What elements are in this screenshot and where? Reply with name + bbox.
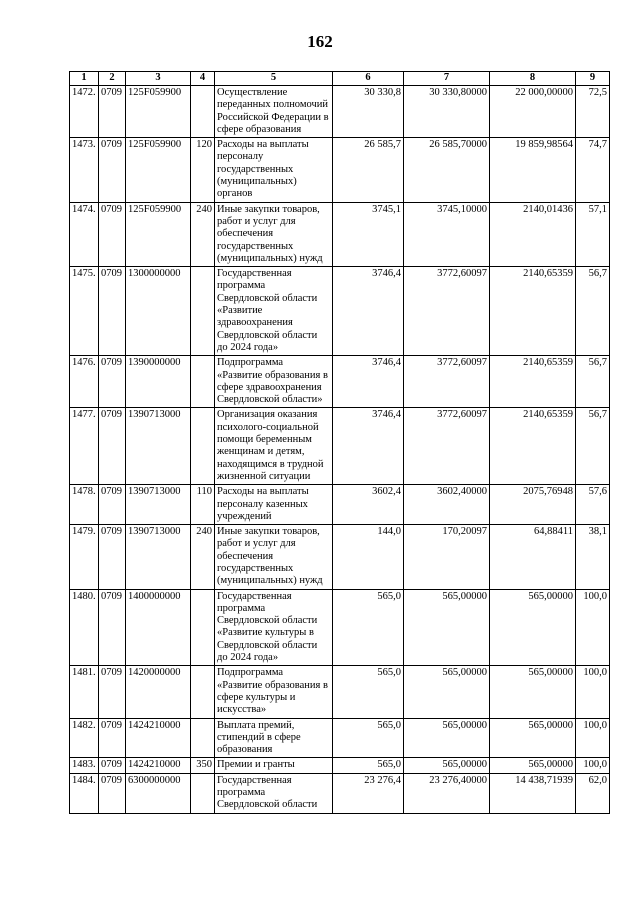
target-article-code: 1300000000 — [126, 267, 191, 356]
executed-amount: 2140,65359 — [490, 267, 576, 356]
approved-amount: 3745,1 — [333, 202, 404, 266]
row-number: 1479. — [70, 525, 99, 589]
target-article-code: 1424210000 — [126, 758, 191, 773]
item-name: Премии и гранты — [215, 758, 333, 773]
target-article-code: 1390000000 — [126, 356, 191, 408]
execution-percent: 100,0 — [576, 718, 610, 758]
planned-amount: 565,00000 — [404, 758, 490, 773]
executed-amount: 565,00000 — [490, 666, 576, 718]
expense-type-code — [191, 267, 215, 356]
execution-percent: 56,7 — [576, 356, 610, 408]
table-row — [70, 666, 610, 718]
section-code: 0709 — [99, 138, 126, 202]
row-number: 1484. — [70, 773, 99, 813]
section-code: 0709 — [99, 525, 126, 589]
executed-amount: 14 438,71939 — [490, 773, 576, 813]
section-code: 0709 — [99, 773, 126, 813]
target-article-code: 1390713000 — [126, 408, 191, 485]
expense-type-code: 240 — [191, 202, 215, 266]
table-row — [70, 408, 610, 485]
row-number: 1483. — [70, 758, 99, 773]
approved-amount: 26 585,7 — [333, 138, 404, 202]
execution-percent: 62,0 — [576, 773, 610, 813]
row-number: 1475. — [70, 267, 99, 356]
item-name: Осуществление переданных полномочий Российской Федерации в сфере образования — [215, 86, 333, 138]
column-header-9: 9 — [576, 72, 610, 86]
execution-percent: 100,0 — [576, 589, 610, 666]
column-header-3: 3 — [126, 72, 191, 86]
column-header-5: 5 — [215, 72, 333, 86]
item-name: Иные закупки товаров, работ и услуг для обеспечения государственных (муниципальных) нужд — [215, 525, 333, 589]
target-article-code: 125F059900 — [126, 202, 191, 266]
section-code: 0709 — [99, 86, 126, 138]
execution-percent: 56,7 — [576, 408, 610, 485]
table-row — [70, 485, 610, 525]
executed-amount: 2140,01436 — [490, 202, 576, 266]
expense-type-code — [191, 718, 215, 758]
table-row — [70, 773, 610, 813]
executed-amount: 565,00000 — [490, 589, 576, 666]
item-name: Государственная программа Свердловской области «Развитие культуры в Свердловской области до 2024 года» — [215, 589, 333, 666]
table-row — [70, 86, 610, 138]
execution-percent: 100,0 — [576, 666, 610, 718]
expense-type-code: 350 — [191, 758, 215, 773]
item-name: Государственная программа Свердловской области — [215, 773, 333, 813]
column-header-2: 2 — [99, 72, 126, 86]
row-number: 1477. — [70, 408, 99, 485]
table-row — [70, 356, 610, 408]
row-number: 1474. — [70, 202, 99, 266]
item-name: Организация оказания психолого-социальной помощи беременным женщинам и детям, находящимся в трудной жизненной ситуации — [215, 408, 333, 485]
expense-type-code: 240 — [191, 525, 215, 589]
execution-percent: 74,7 — [576, 138, 610, 202]
target-article-code: 125F059900 — [126, 138, 191, 202]
table-row — [70, 138, 610, 202]
section-code: 0709 — [99, 408, 126, 485]
item-name: Государственная программа Свердловской области «Развитие здравоохранения Свердловской области до 2024 года» — [215, 267, 333, 356]
column-header-8: 8 — [490, 72, 576, 86]
planned-amount: 565,00000 — [404, 666, 490, 718]
section-code: 0709 — [99, 589, 126, 666]
planned-amount: 30 330,80000 — [404, 86, 490, 138]
planned-amount: 565,00000 — [404, 589, 490, 666]
row-number: 1472. — [70, 86, 99, 138]
target-article-code: 125F059900 — [126, 86, 191, 138]
approved-amount: 144,0 — [333, 525, 404, 589]
section-code: 0709 — [99, 267, 126, 356]
column-header-1: 1 — [70, 72, 99, 86]
planned-amount: 170,20097 — [404, 525, 490, 589]
approved-amount: 3746,4 — [333, 267, 404, 356]
table-row — [70, 267, 610, 356]
target-article-code: 1424210000 — [126, 718, 191, 758]
expense-type-code — [191, 356, 215, 408]
expense-type-code — [191, 773, 215, 813]
executed-amount: 22 000,00000 — [490, 86, 576, 138]
target-article-code: 1420000000 — [126, 666, 191, 718]
item-name: Иные закупки товаров, работ и услуг для обеспечения государственных (муниципальных) нужд — [215, 202, 333, 266]
planned-amount: 3772,60097 — [404, 356, 490, 408]
page-number: 162 — [307, 32, 333, 51]
item-name: Подпрограмма «Развитие образования в сфере культуры и искусства» — [215, 666, 333, 718]
approved-amount: 23 276,4 — [333, 773, 404, 813]
planned-amount: 565,00000 — [404, 718, 490, 758]
row-number: 1482. — [70, 718, 99, 758]
approved-amount: 565,0 — [333, 589, 404, 666]
section-code: 0709 — [99, 718, 126, 758]
table-row — [70, 758, 610, 773]
table-row — [70, 589, 610, 666]
target-article-code: 1400000000 — [126, 589, 191, 666]
planned-amount: 3602,40000 — [404, 485, 490, 525]
row-number: 1480. — [70, 589, 99, 666]
target-article-code: 6300000000 — [126, 773, 191, 813]
approved-amount: 565,0 — [333, 718, 404, 758]
item-name: Расходы на выплаты персоналу казенных учреждений — [215, 485, 333, 525]
expense-type-code — [191, 666, 215, 718]
approved-amount: 3746,4 — [333, 408, 404, 485]
expense-type-code: 110 — [191, 485, 215, 525]
approved-amount: 3746,4 — [333, 356, 404, 408]
expense-type-code: 120 — [191, 138, 215, 202]
planned-amount: 3745,10000 — [404, 202, 490, 266]
execution-percent: 57,6 — [576, 485, 610, 525]
executed-amount: 64,88411 — [490, 525, 576, 589]
table-row — [70, 202, 610, 266]
execution-percent: 57,1 — [576, 202, 610, 266]
row-number: 1473. — [70, 138, 99, 202]
execution-percent: 100,0 — [576, 758, 610, 773]
approved-amount: 30 330,8 — [333, 86, 404, 138]
planned-amount: 26 585,70000 — [404, 138, 490, 202]
executed-amount: 19 859,98564 — [490, 138, 576, 202]
table-row — [70, 525, 610, 589]
column-header-6: 6 — [333, 72, 404, 86]
section-code: 0709 — [99, 666, 126, 718]
row-number: 1476. — [70, 356, 99, 408]
item-name: Подпрограмма «Развитие образования в сфере здравоохранения Свердловской области» — [215, 356, 333, 408]
expense-type-code — [191, 589, 215, 666]
item-name: Расходы на выплаты персоналу государственных (муниципальных) органов — [215, 138, 333, 202]
section-code: 0709 — [99, 758, 126, 773]
row-number: 1478. — [70, 485, 99, 525]
column-header-4: 4 — [191, 72, 215, 86]
expense-type-code — [191, 408, 215, 485]
budget-table — [69, 71, 610, 814]
planned-amount: 3772,60097 — [404, 267, 490, 356]
executed-amount: 565,00000 — [490, 758, 576, 773]
header-row — [70, 72, 610, 86]
item-name: Выплата премий, стипендий в сфере образования — [215, 718, 333, 758]
section-code: 0709 — [99, 202, 126, 266]
column-header-7: 7 — [404, 72, 490, 86]
approved-amount: 565,0 — [333, 666, 404, 718]
executed-amount: 2140,65359 — [490, 356, 576, 408]
row-number: 1481. — [70, 666, 99, 718]
target-article-code: 1390713000 — [126, 525, 191, 589]
execution-percent: 38,1 — [576, 525, 610, 589]
section-code: 0709 — [99, 356, 126, 408]
planned-amount: 3772,60097 — [404, 408, 490, 485]
approved-amount: 565,0 — [333, 758, 404, 773]
target-article-code: 1390713000 — [126, 485, 191, 525]
execution-percent: 72,5 — [576, 86, 610, 138]
section-code: 0709 — [99, 485, 126, 525]
table-row — [70, 718, 610, 758]
table-body — [70, 86, 610, 814]
executed-amount: 565,00000 — [490, 718, 576, 758]
expense-type-code — [191, 86, 215, 138]
approved-amount: 3602,4 — [333, 485, 404, 525]
execution-percent: 56,7 — [576, 267, 610, 356]
executed-amount: 2140,65359 — [490, 408, 576, 485]
executed-amount: 2075,76948 — [490, 485, 576, 525]
planned-amount: 23 276,40000 — [404, 773, 490, 813]
